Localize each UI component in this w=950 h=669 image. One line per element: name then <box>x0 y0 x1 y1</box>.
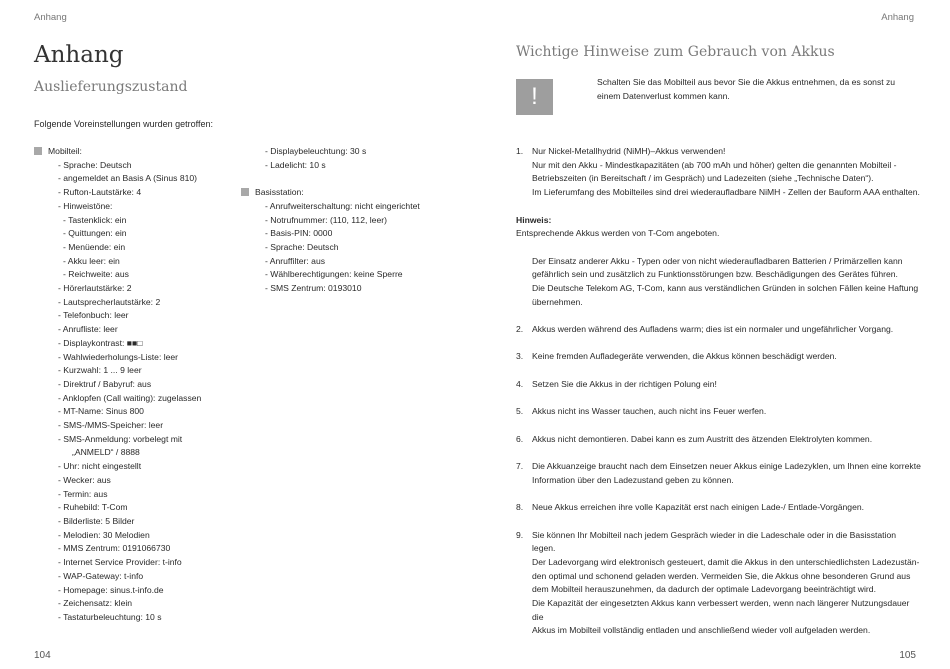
list-item: - Hinweistöne: <box>58 200 113 211</box>
page-number-right: 105 <box>899 650 916 661</box>
item-line: Neue Akkus erreichen ihre volle Kapazität erst nach einigen Lade-/ Entlade-Vorgängen. <box>532 502 865 513</box>
item-line: Nur mit den Akku - Mindestkapazitäten (ab 700 mAh und höher) gelten die genannten Mobilteil - <box>532 159 897 170</box>
item-number: 2. <box>516 324 524 335</box>
item-line: Nur Nickel-Metallhydrid (NiMH)–Akkus verwenden! <box>532 146 726 156</box>
list-item: - angemeldet an Basis A (Sinus 810) <box>58 173 198 184</box>
list-item <box>516 529 921 639</box>
settings-column-2 <box>241 145 461 296</box>
mobilteil-section <box>34 145 234 625</box>
list-item: - Wählberechtigungen: keine Sperre <box>265 269 403 280</box>
page-title: Anhang <box>34 42 124 68</box>
list-item: - Displaybeleuchtung: 30 s <box>265 146 367 156</box>
item-number: 4. <box>516 378 524 389</box>
list-item: - MMS Zentrum: 0191066730 <box>58 543 171 554</box>
note-body-line: Die Deutsche Telekom AG, T-Com, kann aus verständlichen Gründen in solchen Fällen keine Haftung <box>532 283 919 293</box>
list-item: - Homepage: sinus.t-info.de <box>58 584 164 595</box>
item-number: 3. <box>516 351 524 362</box>
item-number: 5. <box>516 406 524 417</box>
warning-text: Schalten Sie das Mobilteil aus bevor Sie die Akkus entnehmen, da es sonst zu einem Datenverlust kommen kann. <box>597 77 896 101</box>
list-item: - Notrufnummer: (110, 112, leer) <box>265 214 387 225</box>
item-line: Akkus nicht demontieren. Dabei kann es zum Austritt des ätzenden Elektrolyten kommen. <box>532 433 873 444</box>
list-item <box>516 145 921 200</box>
note-body-line: Der Einsatz anderer Akku - Typen oder von nicht wiederaufladbaren Batterien / Primärzellen kann <box>532 255 903 266</box>
list-item <box>516 378 921 392</box>
list-item: - SMS-Anmeldung: vorbelegt mit <box>58 433 183 444</box>
item-line: den optimal und schonend geladen werden. Vermeiden Sie, die Akkus ohne besonderen Grund aus <box>532 570 911 581</box>
item-line: Betriebszeiten (in Bereitschaft / im Gespräch) und Ladezeiten (siehe „Technische Daten“). <box>532 173 874 184</box>
item-number: 7. <box>516 461 524 472</box>
list-subitem: - Quittungen: ein <box>63 228 127 239</box>
list-item: - Anklopfen (Call waiting): zugelassen <box>58 392 202 403</box>
note-heading: Hinweis: <box>516 214 552 225</box>
list-item <box>516 405 921 419</box>
list-item: - Sprache: Deutsch <box>58 159 132 170</box>
item-line: Akkus werden während des Aufladens warm; dies ist ein normaler und ungefährlicher Vorgang. <box>532 324 894 335</box>
list-item: - SMS-/MMS-Speicher: leer <box>58 420 164 431</box>
list-item: - Wecker: aus <box>58 474 111 485</box>
note-line: Entsprechende Akkus werden von T-Com angeboten. <box>516 228 720 239</box>
list-item: - Telefonbuch: leer <box>58 310 129 321</box>
list-item: - Lautsprecherlautstärke: 2 <box>58 296 161 307</box>
list-item: - Wahlwiederholungs-Liste: leer <box>58 351 179 362</box>
list-item <box>516 323 921 337</box>
section-heading: Basisstation: <box>255 187 304 198</box>
list-item: - Anrufliste: leer <box>58 324 118 335</box>
note-block <box>516 214 921 241</box>
list-subitem: - Menüende: ein <box>63 241 126 252</box>
list-item: - Zeichensatz: klein <box>58 598 133 609</box>
settings-column-1 <box>34 145 234 625</box>
list-item: - Kurzwahl: 1 ... 9 leer <box>58 365 142 376</box>
list-item: - MT-Name: Sinus 800 <box>58 406 144 417</box>
list-item: - Ruhebild: T-Com <box>58 502 128 513</box>
list-item: - Displaykontrast: ■■□ <box>58 337 143 348</box>
intro-text: Folgende Voreinstellungen wurden getroffen: <box>34 119 213 129</box>
item-line: Die Akkuanzeige braucht nach dem Einsetzen neuer Akkus einige Ladezyklen, um Ihnen eine korrekte <box>532 461 921 472</box>
item-line: Akkus nicht ins Wasser tauchen, auch nicht ins Feuer werfen. <box>532 406 767 417</box>
list-item: - WAP-Gateway: t-info <box>58 570 144 581</box>
item-number: 1. <box>516 146 524 156</box>
section-heading: Mobilteil: <box>48 146 82 156</box>
list-item: - Hörerlautstärke: 2 <box>58 283 132 294</box>
warning-icon: ! <box>516 79 553 115</box>
list-item: - Tastaturbeleuchtung: 10 s <box>58 611 162 622</box>
item-number: 8. <box>516 502 524 513</box>
list-item: - Anrufweiterschaltung: nicht eingerichtet <box>265 200 420 211</box>
list-item: - Melodien: 30 Melodien <box>58 529 150 540</box>
section-title: Wichtige Hinweise zum Gebrauch von Akkus <box>516 44 835 60</box>
item-line: Keine fremden Aufladegeräte verwenden, die Akkus können beschädigt werden. <box>532 351 837 362</box>
list-item-continuation: „ANMELD“ / 8888 <box>72 447 140 458</box>
item-line: Die Kapazität der eingesetzten Akkus kann verbessert werden, wenn nach längerer Nutzungsdauer die <box>532 598 910 622</box>
note-body <box>516 255 921 310</box>
list-item: - Bilderliste: 5 Bilder <box>58 515 135 526</box>
list-item: - Anruffilter: aus <box>265 255 326 266</box>
square-bullet-icon <box>241 188 249 196</box>
note-body-line: gefährlich sein und zusätzlich zu Funktionsstörungen bzw. Beschädigungen des Gerätes führen. <box>532 269 898 280</box>
hints-list <box>516 145 921 652</box>
item-line: Im Lieferumfang des Mobilteiles sind drei wiederaufladbare NiMH - Zellen der Bauform AAA enthalten. <box>532 187 920 198</box>
item-number: 6. <box>516 433 524 444</box>
list-subitem: - Tastenklick: ein <box>63 214 127 225</box>
item-line: Information über den Ladezustand geben zu können. <box>532 474 734 485</box>
item-line: Setzen Sie die Akkus in der richtigen Polung ein! <box>532 378 717 389</box>
list-item: - Uhr: nicht eingestellt <box>58 461 142 472</box>
list-item: - Basis-PIN: 0000 <box>265 228 333 239</box>
mobilteil-continued <box>241 145 461 172</box>
item-number: 9. <box>516 529 524 540</box>
list-item: - SMS Zentrum: 0193010 <box>265 283 362 294</box>
item-line: dem Mobilteil herauszunehmen, da dadurch der optimale Ladevorgang beeinträchtigt wird. <box>532 584 876 595</box>
list-item: - Rufton-Lautstärke: 4 <box>58 187 142 198</box>
item-line: Akkus im Mobilteil vollständig entladen und anschließend wieder voll aufgeladen werden. <box>532 625 871 636</box>
list-item: - Sprache: Deutsch <box>265 241 339 252</box>
running-header-left: Anhang <box>34 12 67 23</box>
list-item: - Internet Service Provider: t-info <box>58 557 182 568</box>
list-item: - Ladelicht: 10 s <box>265 159 326 170</box>
list-item <box>516 460 921 487</box>
item-line: Der Ladevorgang wird elektronisch gesteuert, damit die Akkus in den unterschiedlichsten Ladezustän- <box>532 556 920 567</box>
list-item <box>516 350 921 364</box>
list-subitem: - Reichweite: aus <box>63 269 129 280</box>
running-header-right: Anhang <box>881 12 914 23</box>
page-number-left: 104 <box>34 650 51 661</box>
list-item: - Direktruf / Babyruf: aus <box>58 378 152 389</box>
list-item <box>516 433 921 447</box>
square-bullet-icon <box>34 147 42 155</box>
list-item <box>516 501 921 515</box>
list-item: - Termin: aus <box>58 488 108 499</box>
basis-section <box>241 186 461 296</box>
page-subtitle: Auslieferungszustand <box>34 79 188 95</box>
list-subitem: - Akku leer: ein <box>63 255 120 266</box>
note-body-line: übernehmen. <box>532 296 583 307</box>
item-line: Sie können Ihr Mobilteil nach jedem Gespräch wieder in die Ladeschale oder in die Basisstation legen. <box>532 529 897 554</box>
